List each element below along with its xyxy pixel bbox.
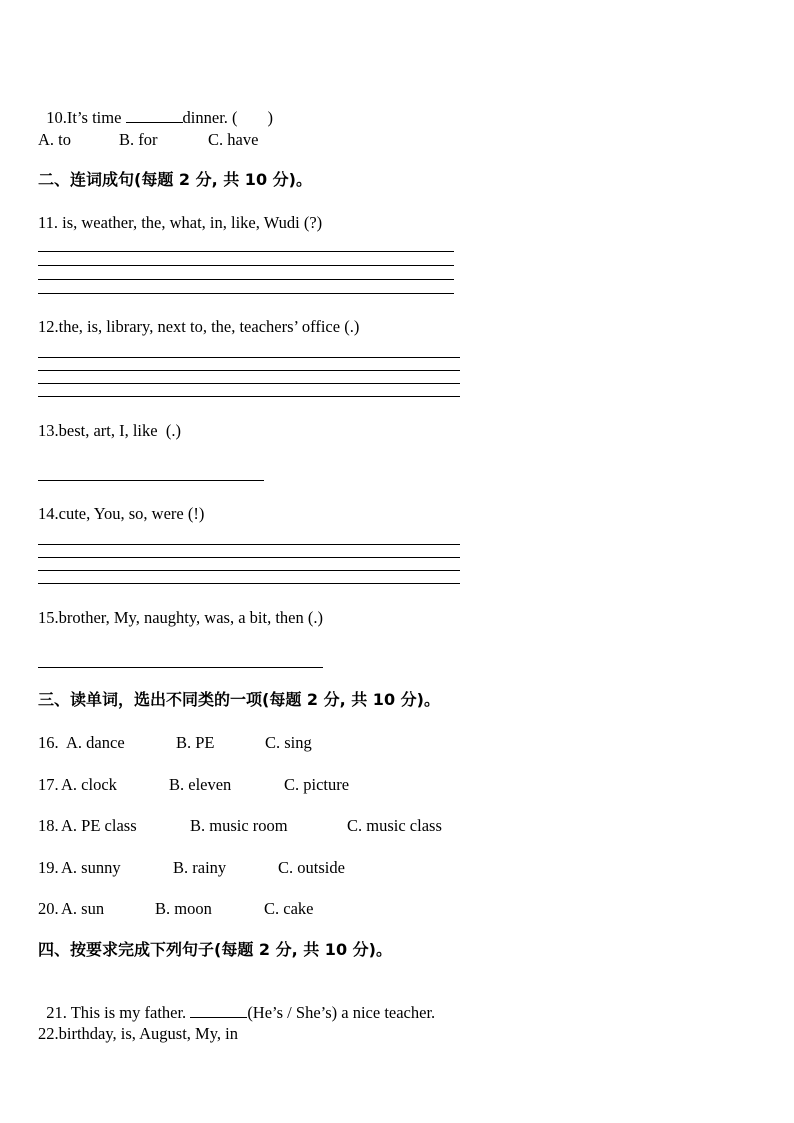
q10-option-c: C. have [208,130,259,149]
question-12: 12.the, is, library, next to, the, teachers’ office (.) [38,317,360,336]
q14-answer-line [38,583,460,584]
section-4-title: 四、按要求完成下列句子(每题 2 分, 共 10 分)。 [38,940,392,959]
q12-answer-line [38,383,460,384]
q15-answer-line[interactable] [38,667,323,668]
q10-text-post: dinner. ( [182,108,238,127]
q21-text-pre: 21. This is my father. [46,1003,191,1022]
q12-answer-line [38,396,460,397]
q12-answer-line [38,370,460,371]
q16-number: 16. [38,733,63,752]
q18-option-a: A. PE class [61,816,137,835]
q13-answer-line[interactable] [38,480,264,481]
q21-blank[interactable] [190,1003,247,1018]
q10-option-b: B. for [119,130,158,149]
question-14: 14.cute, You, so, were (!) [38,504,205,523]
q18-option-c: C. music class [347,816,442,835]
q17-number: 17. [38,775,59,794]
q18-option-b: B. music room [190,816,288,835]
q19-number: 19. [38,858,59,877]
q11-answer-line [38,279,454,280]
q16-option-c: C. sing [265,733,312,752]
q18-number: 18. [38,816,59,835]
q16-option-a: A. dance [66,733,125,752]
q10-option-a: A. to [38,130,71,149]
q20-option-b: B. moon [155,899,212,918]
section-3-title: 三、读单词，选出不同类的一项(每题 2 分, 共 10 分)。 [38,690,440,709]
q19-option-b: B. rainy [173,858,227,877]
section-2-title: 二、连词成句(每题 2 分, 共 10 分)。 [38,170,312,189]
question-21 [38,983,435,1023]
question-13: 13.best, art, I, like (.) [38,421,181,440]
q11-answer-line [38,293,454,294]
q14-answer-line [38,557,460,558]
q16-option-b: B. PE [176,733,215,752]
q12-answer-line[interactable] [38,357,460,358]
q17-option-a: A. clock [61,775,117,794]
q20-option-a: A. sun [61,899,105,918]
q10-close-paren: ) [267,108,274,127]
q11-answer-line[interactable] [38,251,454,252]
q17-option-b: B. eleven [169,775,232,794]
q20-option-c: C. cake [264,899,314,918]
q17-option-c: C. picture [284,775,350,794]
q19-option-a: A. sunny [61,858,121,877]
q20-number: 20. [38,899,59,918]
q19-option-c: C. outside [278,858,345,877]
q10-text-pre: It’s time [66,108,126,127]
q14-answer-line [38,570,460,571]
question-10 [38,88,273,128]
q10-number: 10. [46,108,67,127]
q21-text-post: (He’s / She’s) a nice teacher. [247,1003,436,1022]
question-15: 15.brother, My, naughty, was, a bit, then (.) [38,608,323,627]
question-11: 11. is, weather, the, what, in, like, Wudi (?) [38,213,323,232]
question-22: 22.birthday, is, August, My, in [38,1024,238,1043]
q10-blank[interactable] [126,108,183,123]
q14-answer-line[interactable] [38,544,460,545]
q11-answer-line [38,265,454,266]
